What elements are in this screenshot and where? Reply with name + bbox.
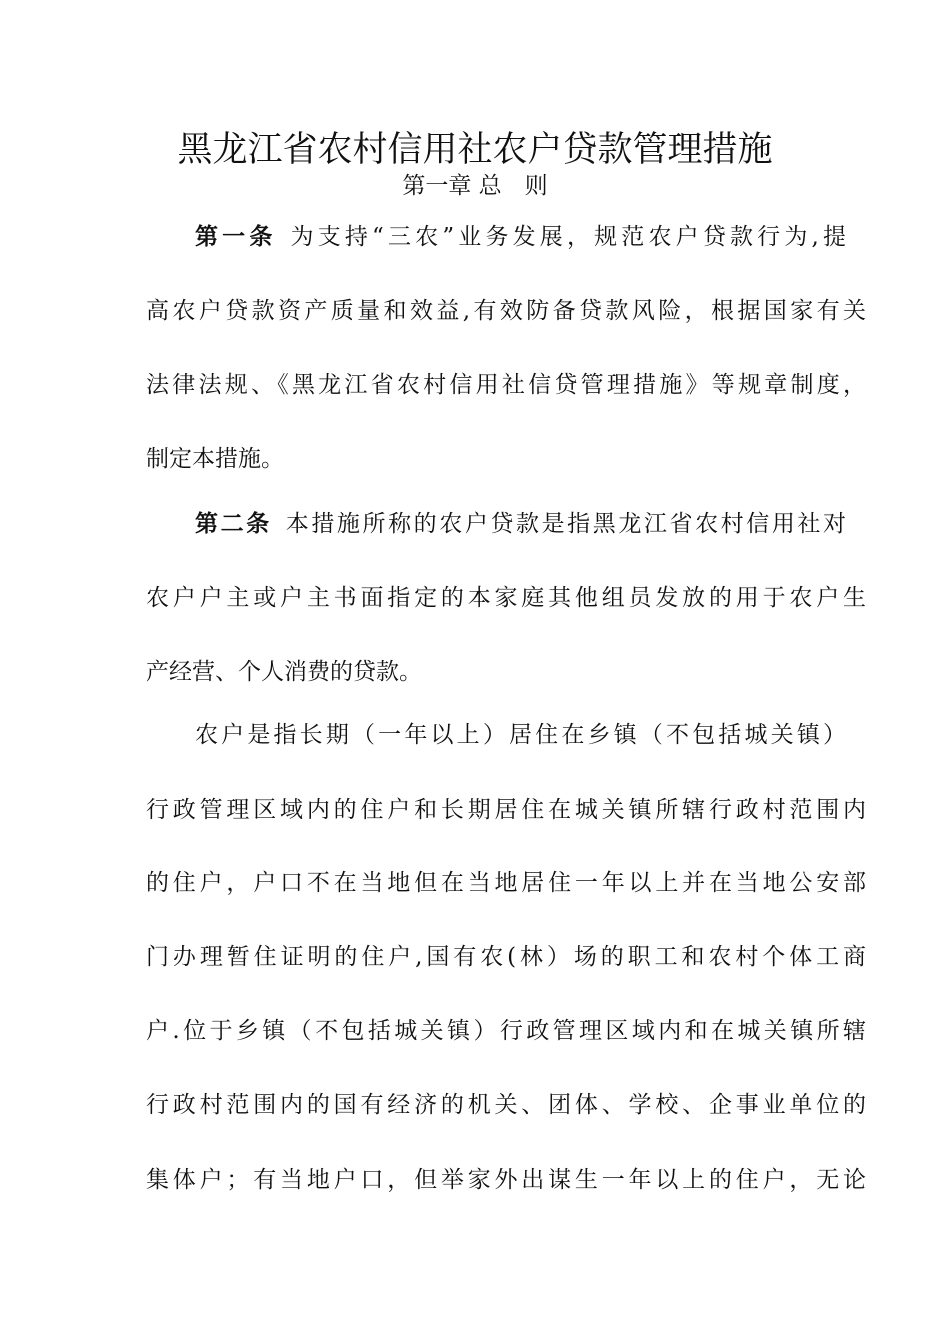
paragraph-3-line-4: 门办理暂住证明的住户,国有农(林）场的职工和农村个体工商 [146,944,866,970]
article-1-line-3: 法律法规、《黑龙江省农村信用社信贷管理措施》等规章制度， [146,372,866,398]
article-1-line-2: 高农户贷款资产质量和效益,有效防备贷款风险，根据国家有关 [146,298,866,324]
article-2-text-1: 本措施所称的农户贷款是指黑龙江省农村信用社对 [285,511,846,537]
article-1-line-1 [195,220,846,254]
chapter-heading: 第一章 总 则 [402,173,548,199]
article-2-line-2: 农户户主或户主书面指定的本家庭其他组员发放的用于农户生 [146,585,866,611]
paragraph-3-line-3: 的住户，户口不在当地但在当地居住一年以上并在当地公安部 [146,870,866,896]
document-title: 黑龙江省农村信用社农户贷款管理措施 [177,130,773,170]
paragraph-3-line-6: 行政村范围内的国有经济的机关、团体、学校、企事业单位的 [146,1092,866,1118]
article-1-line-4: 制定本措施。 [146,446,284,472]
article-2-label: 第二条 [195,511,272,537]
paragraph-3-line-2: 行政管理区域内的住户和长期居住在城关镇所辖行政村范围内 [146,797,866,823]
article-2-line-3: 产经营、个人消费的贷款。 [146,659,422,685]
paragraph-3-line-5: 户.位于乡镇（不包括城关镇）行政管理区域内和在城关镇所辖 [146,1018,866,1044]
article-1-label: 第一条 [195,224,277,250]
paragraph-3-line-7: 集体户；有当地户口，但举家外出谋生一年以上的住户，无论 [146,1167,866,1193]
article-2-line-1 [195,507,846,541]
article-1-text-1: 为支持“三农”业务发展，规范农户贷款行为,提 [290,224,847,250]
paragraph-3-line-1: 农户是指长期（一年以上）居住在乡镇（不包括城关镇） [195,722,846,748]
